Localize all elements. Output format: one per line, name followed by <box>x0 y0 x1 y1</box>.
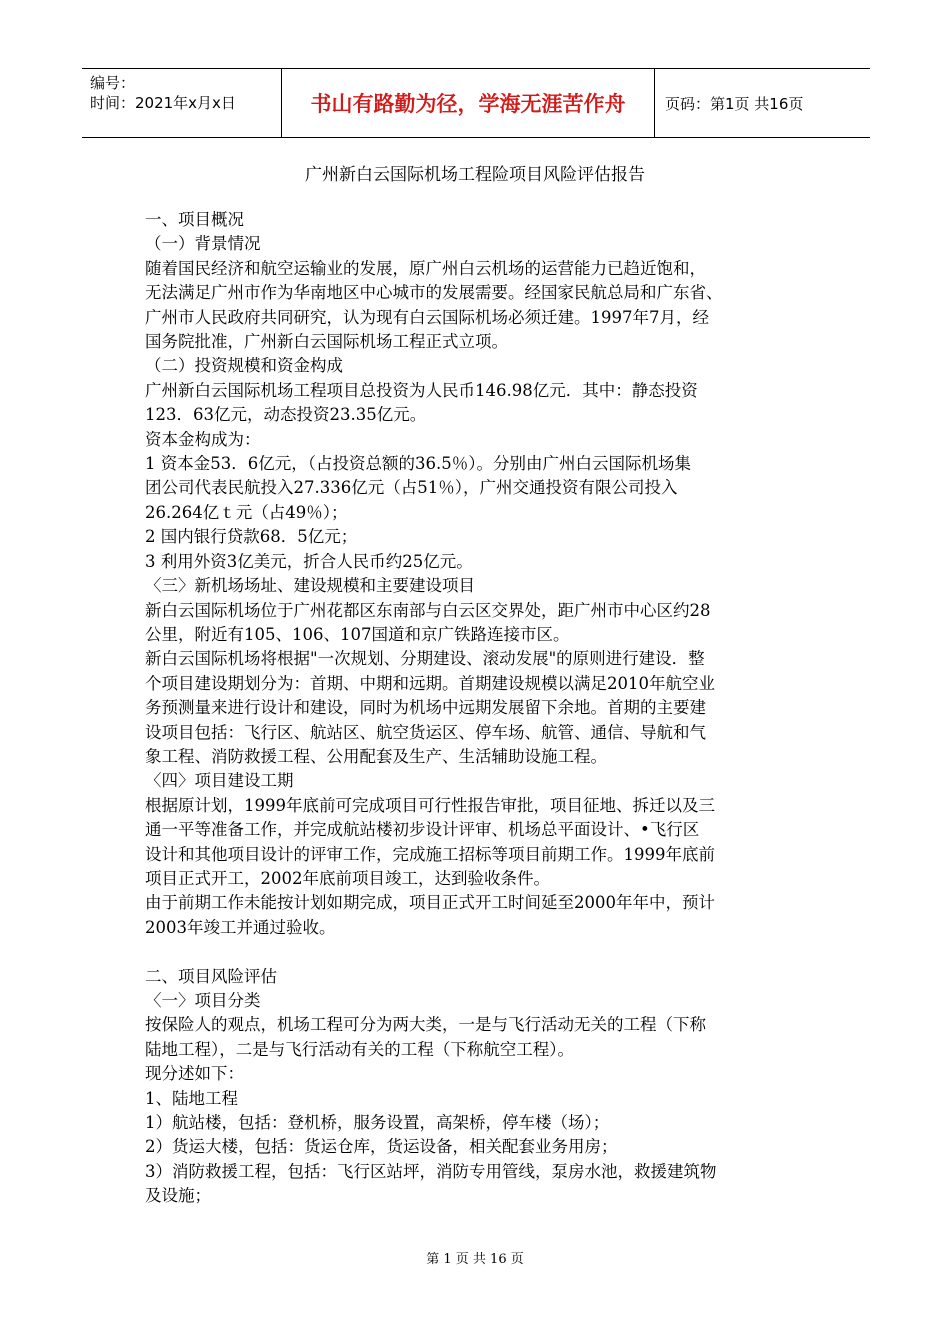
body-line: 2 国内银行贷款68．5亿元； <box>145 527 358 547</box>
body-line: 〈一〉项目分类 <box>145 990 261 1010</box>
body-line: 设项目包括：飞行区、航站区、航空货运区、停车场、航管、通信、导航和气 <box>145 722 706 742</box>
body-line: 新白云国际机场将根据"一次规划、分期建设、滚动发展"的原则进行建设．整 <box>145 649 705 669</box>
body-line: 及设施； <box>145 1186 211 1206</box>
blank-line <box>145 940 810 964</box>
body-line: 象工程、消防救援工程、公用配套及生产、生活辅助设施工程。 <box>145 746 607 766</box>
body-line: 务预测量来进行设计和建设，同时为机场中远期发展留下余地。首期的主要建 <box>145 698 706 718</box>
body-line: 123．63亿元，动态投资23.35亿元。 <box>145 405 427 425</box>
document-time-label: 时间：2021年x月x日 <box>90 94 236 112</box>
body-line: 3 利用外资3亿美元，折合人民币约25亿元。 <box>145 551 473 571</box>
body-line: 随着国民经济和航空运输业的发展，原广州白云机场的运营能力已趋近饱和， <box>145 258 706 278</box>
body-line: 二、项目风险评估 <box>145 966 277 986</box>
body-line: 陆地工程），二是与飞行活动有关的工程（下称航空工程）。 <box>145 1039 574 1059</box>
body-line: （一）背景情况 <box>145 234 261 254</box>
body-line: 个项目建设期划分为：首期、中期和远期。首期建设规模以满足2010年航空业 <box>145 673 715 693</box>
body-line: （二）投资规模和资金构成 <box>145 356 343 376</box>
body-line: 无法满足广州市作为华南地区中心城市的发展需要。经国家民航总局和广东省、 <box>145 283 723 303</box>
body-line: 〈四〉项目建设工期 <box>145 771 294 791</box>
document-number-label: 编号： <box>90 74 136 92</box>
header-table <box>82 68 870 138</box>
body-line: 新白云国际机场位于广州花都区东南部与白云区交界处，距广州市中心区约28 <box>145 600 711 620</box>
body-line: 〈三〉新机场场址、建设规模和主要建设项目 <box>145 576 475 596</box>
page-footer: 第 1 页 共 16 页 <box>426 1252 524 1267</box>
body-line: 国务院批准，广州新白云国际机场工程正式立项。 <box>145 332 508 352</box>
body-line: 2003年竣工并通过验收。 <box>145 917 336 937</box>
body-line: 1 资本金53．6亿元，（占投资总额的36.5％）。分别由广州白云国际机场集 <box>145 454 691 474</box>
header-left-cell <box>82 69 282 137</box>
body-line: 26.264亿ｔ元（占49％）； <box>145 502 348 522</box>
body-line: 根据原计划，1999年底前可完成项目可行性报告审批，项目征地、拆迁以及三 <box>145 795 715 815</box>
body-line: 3）消防救援工程，包括：飞行区站坪，消防专用管线，泵房水池，救援建筑物 <box>145 1161 717 1181</box>
body-line: 现分述如下： <box>145 1064 244 1084</box>
body-line: 1、陆地工程 <box>145 1088 238 1108</box>
document-body <box>145 208 810 1209</box>
body-line: 团公司代表民航投入27.336亿元（占51％），广州交通投资有限公司投入 <box>145 478 678 498</box>
body-line: 资本金构成为： <box>145 429 261 449</box>
body-line: 按保险人的观点，机场工程可分为两大类，一是与飞行活动无关的工程（下称 <box>145 1015 706 1035</box>
header-page-info: 页码：第1页 共16页 <box>665 94 804 113</box>
body-line: 广州市人民政府共同研究，认为现有白云国际机场必须迁建。1997年7月，经 <box>145 307 709 327</box>
body-line: 通一平等准备工作，并完成航站楼初步设计评审、机场总平面设计、•飞行区 <box>145 820 700 840</box>
body-line: 广州新白云国际机场工程项目总投资为人民币146.98亿元．其中：静态投资 <box>145 380 698 400</box>
body-line: 项目正式开工，2002年底前项目竣工，达到验收条件。 <box>145 868 550 888</box>
header-motto: 书山有路勤为径，学海无涯苦作舟 <box>282 69 655 137</box>
body-line: 由于前期工作未能按计划如期完成，项目正式开工时间延至2000年年中，预计 <box>145 893 715 913</box>
body-line: 1）航站楼，包括：登机桥，服务设置，高架桥，停车楼（场）； <box>145 1113 610 1133</box>
body-line: 2）货运大楼，包括：货运仓库，货运设备，相关配套业务用房； <box>145 1137 618 1157</box>
body-line: 设计和其他项目设计的评审工作，完成施工招标等项目前期工作。1999年底前 <box>145 844 715 864</box>
body-line: 一、项目概况 <box>145 210 244 229</box>
document-title: 广州新白云国际机场工程险项目风险评估报告 <box>305 165 645 185</box>
body-line: 公里，附近有105、106、107国道和京广铁路连接市区。 <box>145 624 570 644</box>
